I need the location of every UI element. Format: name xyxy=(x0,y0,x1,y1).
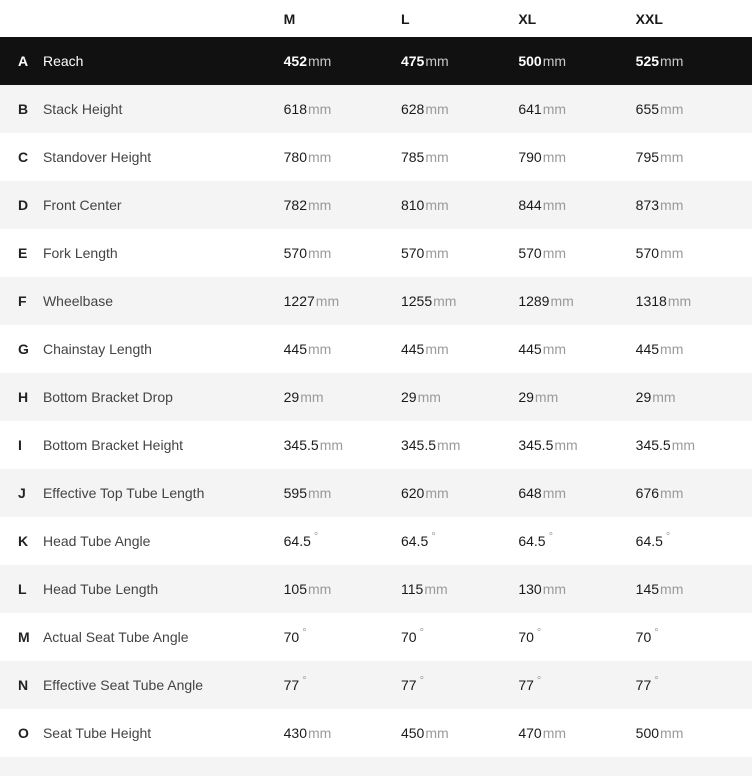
row-value-cell xyxy=(636,581,752,597)
value-unit: ° xyxy=(419,627,424,640)
value-number: 445 xyxy=(400,341,425,357)
value-unit: ° xyxy=(536,627,542,640)
row-letter: I xyxy=(18,437,22,453)
value-unit: mm xyxy=(425,245,449,261)
value-unit: mm xyxy=(424,581,448,597)
row-value-cell xyxy=(401,293,518,309)
value-unit: mm xyxy=(425,485,449,501)
row-measurement-name: Fork Length xyxy=(42,245,118,261)
table-row[interactable] xyxy=(0,469,752,517)
row-measurement-name: Bottom Bracket Drop xyxy=(42,389,173,405)
row-measurement-name: Reach xyxy=(42,53,84,69)
row-measurement-name: Stack Height xyxy=(42,101,123,117)
value-number: 70 xyxy=(635,629,652,645)
row-value-cell xyxy=(284,437,401,453)
value-number: 115 xyxy=(400,581,424,597)
row-value-cell xyxy=(401,725,518,741)
value-unit: mm xyxy=(671,437,696,453)
row-value-cell xyxy=(636,725,752,741)
value-unit: mm xyxy=(308,197,332,213)
value-unit: mm xyxy=(319,437,344,453)
table-row[interactable] xyxy=(0,661,752,709)
value-number: 345.5 xyxy=(635,437,671,453)
value-number: 628 xyxy=(400,101,425,117)
value-number: 29 xyxy=(635,389,652,405)
row-value-cell xyxy=(284,293,401,309)
value-number: 345.5 xyxy=(518,437,554,453)
row-value-cell xyxy=(636,341,752,357)
value-number: 648 xyxy=(518,485,542,501)
row-value-cell xyxy=(401,53,518,69)
row-value-cell xyxy=(518,341,635,357)
row-letter: M xyxy=(18,629,30,645)
row-value-cell xyxy=(636,389,752,405)
value-unit: mm xyxy=(425,725,449,741)
value-number: 70 xyxy=(518,629,534,645)
row-value-cell xyxy=(636,533,752,549)
row-letter: H xyxy=(18,389,29,405)
value-unit: mm xyxy=(542,53,567,69)
value-unit: mm xyxy=(308,149,332,165)
row-measurement-name: Standover Height xyxy=(42,149,152,165)
row-value-cell xyxy=(284,725,401,741)
value-number: 1289 xyxy=(518,293,550,309)
value-number: 676 xyxy=(635,485,660,501)
row-measurement-name: Effective Top Tube Length xyxy=(42,485,205,501)
value-number: 470 xyxy=(518,725,542,741)
row-value-cell xyxy=(636,677,752,693)
table-row[interactable] xyxy=(0,709,752,757)
value-number: 873 xyxy=(635,197,660,213)
row-measurement-name: Wheelbase xyxy=(42,293,114,309)
row-value-cell xyxy=(518,149,635,165)
value-unit: mm xyxy=(554,437,578,453)
value-unit: mm xyxy=(308,725,332,741)
row-value-cell xyxy=(518,581,635,597)
row-letter: N xyxy=(18,677,29,693)
value-number: 525 xyxy=(635,53,660,69)
value-number: 105 xyxy=(283,581,307,597)
value-unit: mm xyxy=(660,245,684,261)
header-size-m[interactable]: M xyxy=(283,10,296,27)
value-number: 29 xyxy=(400,389,417,405)
value-number: 77 xyxy=(400,677,417,693)
value-unit: ° xyxy=(654,627,659,640)
value-unit: mm xyxy=(425,197,449,213)
row-value-cell xyxy=(284,629,401,645)
value-unit: mm xyxy=(542,581,567,597)
value-number: 570 xyxy=(518,245,542,261)
value-number: 780 xyxy=(283,149,307,165)
value-number: 64.5 xyxy=(635,533,663,549)
row-value-cell xyxy=(518,485,635,501)
value-unit: mm xyxy=(550,293,574,309)
table-row[interactable] xyxy=(0,373,752,421)
value-unit: mm xyxy=(660,149,684,165)
row-value-cell xyxy=(284,485,401,501)
row-value-cell xyxy=(636,101,752,117)
row-value-cell xyxy=(636,629,752,645)
value-unit: ° xyxy=(302,627,307,640)
value-unit: mm xyxy=(542,245,567,261)
row-letter: C xyxy=(18,149,29,165)
row-value-cell xyxy=(401,629,518,645)
value-number: 475 xyxy=(400,53,425,69)
value-unit: mm xyxy=(425,101,449,117)
value-unit: mm xyxy=(660,725,684,741)
table-row[interactable] xyxy=(0,421,752,469)
row-value-cell xyxy=(284,677,401,693)
value-unit: mm xyxy=(308,53,332,69)
table-header xyxy=(0,0,752,37)
value-number: 64.5 xyxy=(283,533,311,549)
value-number: 810 xyxy=(400,197,425,213)
row-value-cell xyxy=(284,149,401,165)
value-number: 64.5 xyxy=(518,533,546,549)
value-number: 500 xyxy=(635,725,660,741)
value-unit: mm xyxy=(433,293,457,309)
value-number: 618 xyxy=(283,101,307,117)
row-letter: J xyxy=(18,485,26,501)
row-value-cell xyxy=(636,293,752,309)
row-value-cell xyxy=(284,341,401,357)
value-unit: mm xyxy=(425,149,449,165)
row-letter: D xyxy=(18,197,29,213)
value-unit: mm xyxy=(667,293,692,309)
row-value-cell xyxy=(284,581,401,597)
row-value-cell xyxy=(636,149,752,165)
value-unit: mm xyxy=(308,341,332,357)
row-letter: L xyxy=(18,581,27,597)
table-row[interactable] xyxy=(0,37,752,85)
row-measurement-name: Bottom Bracket Height xyxy=(42,437,184,453)
value-unit: mm xyxy=(437,437,461,453)
value-unit: ° xyxy=(665,531,671,544)
value-unit: ° xyxy=(313,531,319,544)
value-unit: mm xyxy=(425,53,449,69)
value-number: 844 xyxy=(518,197,542,213)
value-number: 452 xyxy=(283,53,307,69)
row-value-cell xyxy=(284,197,401,213)
row-value-cell xyxy=(401,533,518,549)
table-row[interactable] xyxy=(0,565,752,613)
table-row[interactable] xyxy=(0,613,752,661)
value-unit: mm xyxy=(660,101,684,117)
row-measurement-name: Effective Seat Tube Angle xyxy=(42,677,204,693)
value-number: 445 xyxy=(635,341,660,357)
value-number: 70 xyxy=(283,629,300,645)
value-unit: mm xyxy=(660,581,684,597)
value-number: 430 xyxy=(283,725,307,741)
row-value-cell xyxy=(518,245,635,261)
row-value-cell xyxy=(401,245,518,261)
value-number: 785 xyxy=(400,149,425,165)
value-unit: mm xyxy=(542,725,567,741)
value-unit: mm xyxy=(425,341,449,357)
value-unit: mm xyxy=(534,389,559,405)
row-letter: E xyxy=(18,245,28,261)
value-number: 570 xyxy=(635,245,660,261)
value-unit: mm xyxy=(308,245,332,261)
value-unit: mm xyxy=(660,485,684,501)
row-value-cell xyxy=(284,53,401,69)
row-value-cell xyxy=(518,677,635,693)
row-value-cell xyxy=(518,437,635,453)
row-value-cell xyxy=(518,197,635,213)
value-number: 595 xyxy=(283,485,307,501)
table-row[interactable] xyxy=(0,229,752,277)
value-number: 130 xyxy=(518,581,542,597)
header-size-l[interactable]: L xyxy=(400,10,410,27)
value-number: 64.5 xyxy=(400,533,429,549)
value-unit: mm xyxy=(542,197,567,213)
value-unit: mm xyxy=(660,53,684,69)
value-unit: ° xyxy=(302,675,307,688)
value-number: 641 xyxy=(518,101,542,117)
value-number: 77 xyxy=(518,677,534,693)
table-row[interactable] xyxy=(0,277,752,325)
value-number: 1227 xyxy=(283,293,315,309)
value-unit: mm xyxy=(308,581,332,597)
header-size-xxl[interactable]: XXL xyxy=(635,10,663,27)
value-unit: mm xyxy=(542,101,567,117)
value-number: 795 xyxy=(635,149,660,165)
row-value-cell xyxy=(401,149,518,165)
row-value-cell xyxy=(401,389,518,405)
row-value-cell xyxy=(401,341,518,357)
value-unit: mm xyxy=(660,341,684,357)
row-value-cell xyxy=(284,389,401,405)
value-number: 145 xyxy=(635,581,660,597)
table-row[interactable] xyxy=(0,181,752,229)
value-number: 450 xyxy=(400,725,425,741)
row-value-cell xyxy=(401,437,518,453)
row-value-cell xyxy=(401,581,518,597)
row-value-cell xyxy=(636,485,752,501)
value-unit: ° xyxy=(431,531,436,544)
value-unit: mm xyxy=(542,485,567,501)
row-value-cell xyxy=(284,533,401,549)
row-value-cell xyxy=(518,629,635,645)
value-unit: mm xyxy=(542,149,567,165)
value-unit: mm xyxy=(542,341,567,357)
row-value-cell xyxy=(636,53,752,69)
row-letter: K xyxy=(18,533,29,549)
row-letter: F xyxy=(18,293,27,309)
header-size-xl[interactable]: XL xyxy=(518,10,537,27)
row-letter: O xyxy=(18,725,29,741)
value-number: 620 xyxy=(400,485,425,501)
row-measurement-name: Chainstay Length xyxy=(42,341,152,357)
value-number: 345.5 xyxy=(400,437,437,453)
row-measurement-name: Front Center xyxy=(42,197,122,213)
value-number: 1255 xyxy=(400,293,433,309)
value-unit: mm xyxy=(417,389,441,405)
row-letter: G xyxy=(18,341,29,357)
table-footer xyxy=(0,757,752,776)
row-value-cell xyxy=(401,677,518,693)
row-letter: A xyxy=(18,53,29,69)
value-number: 790 xyxy=(518,149,542,165)
value-number: 570 xyxy=(400,245,425,261)
table-body xyxy=(0,37,752,757)
row-value-cell xyxy=(636,197,752,213)
value-number: 70 xyxy=(400,629,417,645)
value-unit: ° xyxy=(654,675,659,688)
value-unit: mm xyxy=(652,389,676,405)
value-number: 782 xyxy=(283,197,307,213)
value-unit: mm xyxy=(300,389,324,405)
row-value-cell xyxy=(518,389,635,405)
value-number: 655 xyxy=(635,101,660,117)
value-number: 570 xyxy=(283,245,307,261)
row-measurement-name: Actual Seat Tube Angle xyxy=(42,629,189,645)
row-value-cell xyxy=(518,293,635,309)
value-number: 1318 xyxy=(635,293,667,309)
row-measurement-name: Head Tube Angle xyxy=(42,533,151,549)
value-number: 500 xyxy=(518,53,542,69)
row-measurement-name: Head Tube Length xyxy=(42,581,159,597)
row-value-cell xyxy=(518,533,635,549)
value-unit: ° xyxy=(536,675,542,688)
row-value-cell xyxy=(518,53,635,69)
value-number: 445 xyxy=(518,341,542,357)
row-value-cell xyxy=(636,245,752,261)
table-row[interactable] xyxy=(0,133,752,181)
row-value-cell xyxy=(518,101,635,117)
value-unit: ° xyxy=(419,675,424,688)
value-number: 345.5 xyxy=(283,437,319,453)
table-row[interactable] xyxy=(0,85,752,133)
table-row[interactable] xyxy=(0,517,752,565)
row-value-cell xyxy=(401,101,518,117)
row-letter: B xyxy=(18,101,29,117)
value-number: 29 xyxy=(283,389,300,405)
value-number: 445 xyxy=(283,341,307,357)
table-row[interactable] xyxy=(0,325,752,373)
value-unit: ° xyxy=(548,531,553,544)
row-value-cell xyxy=(401,197,518,213)
row-value-cell xyxy=(284,101,401,117)
row-value-cell xyxy=(636,437,752,453)
row-measurement-name: Seat Tube Height xyxy=(42,725,152,741)
value-number: 77 xyxy=(283,677,300,693)
value-number: 77 xyxy=(635,677,652,693)
value-number: 29 xyxy=(518,389,534,405)
row-value-cell xyxy=(518,725,635,741)
value-unit: mm xyxy=(308,485,332,501)
row-value-cell xyxy=(284,245,401,261)
value-unit: mm xyxy=(315,293,340,309)
row-value-cell xyxy=(401,485,518,501)
value-unit: mm xyxy=(660,197,684,213)
value-unit: mm xyxy=(308,101,332,117)
